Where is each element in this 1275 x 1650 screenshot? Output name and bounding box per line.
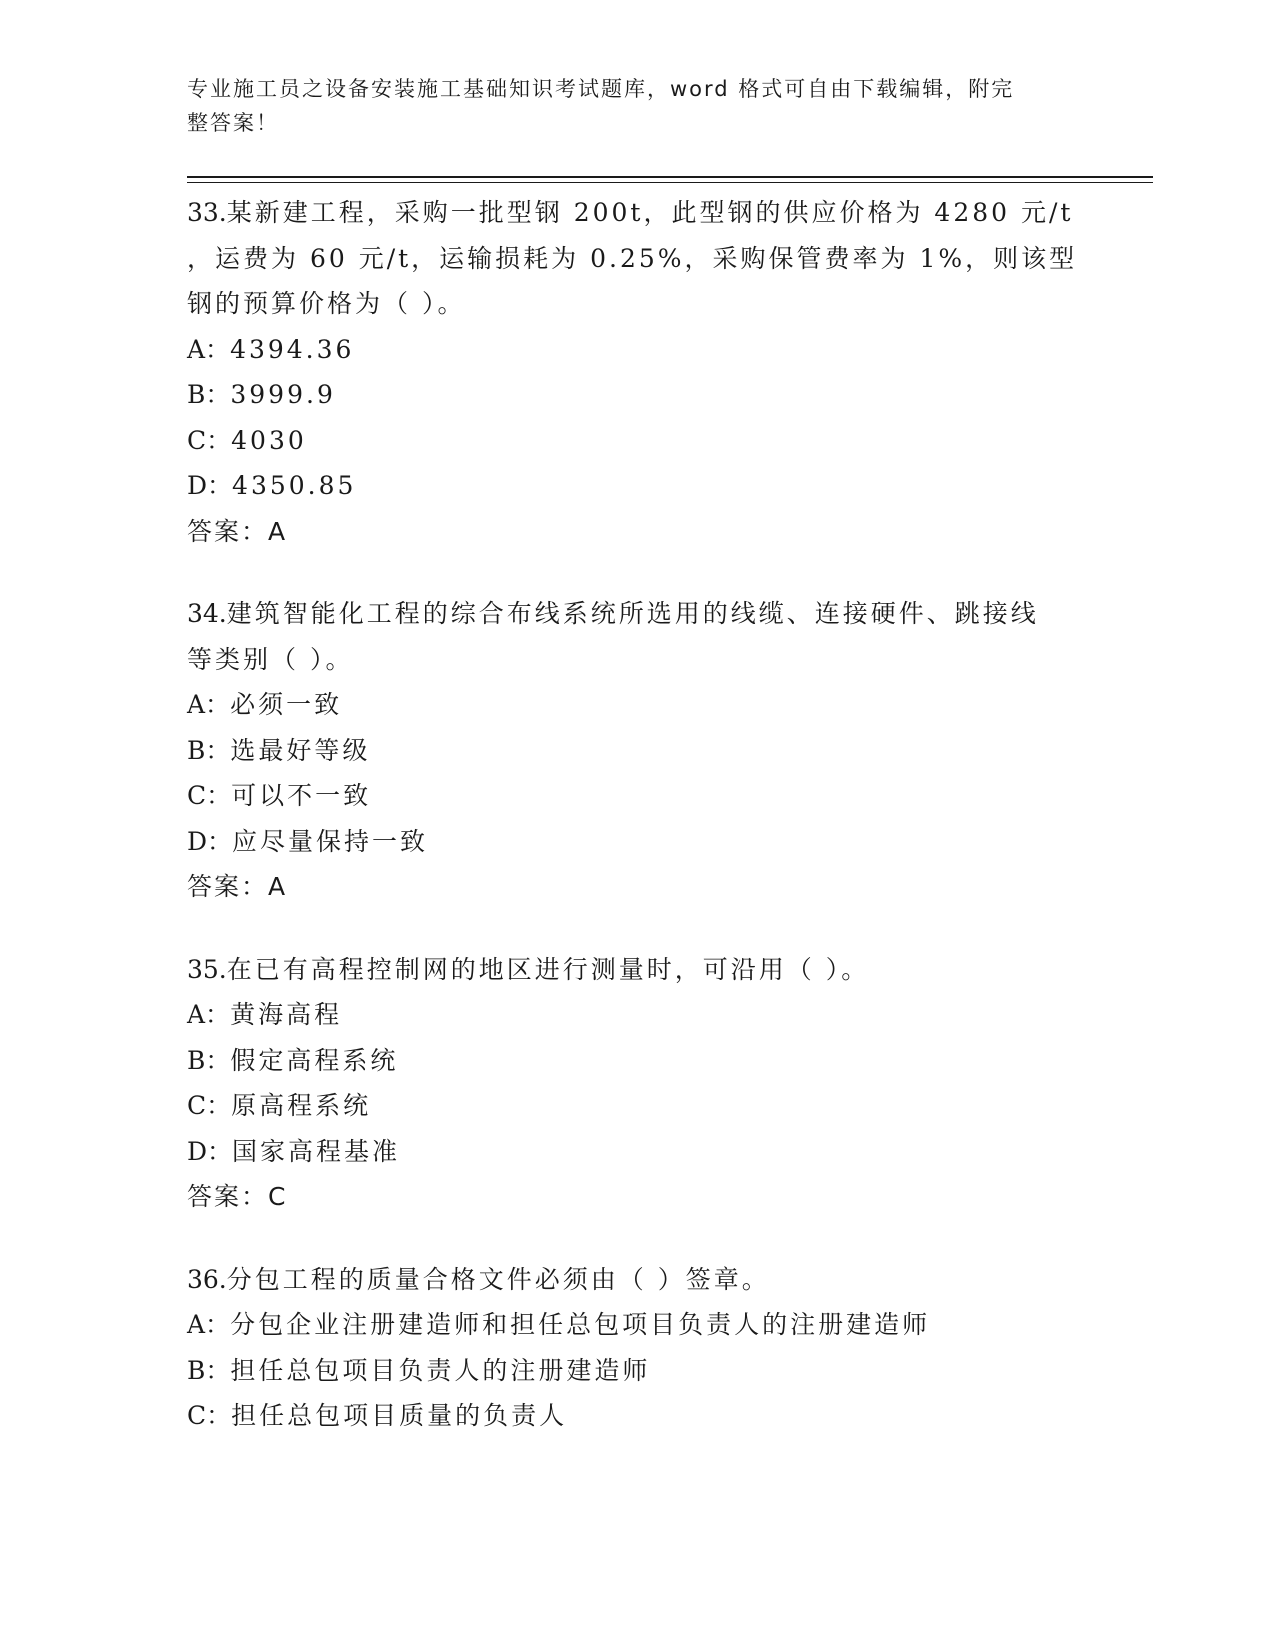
option-text: 4030: [231, 425, 307, 455]
option-letter: C：: [187, 425, 232, 455]
question-stem: [187, 1257, 1087, 1303]
question-33: [187, 190, 1087, 554]
option-b: [187, 728, 1087, 774]
option-letter: A：: [187, 1000, 231, 1029]
header-line-2: 整答案！: [187, 111, 279, 135]
option-text: 担任总包项目质量的负责人: [231, 1401, 568, 1430]
option-text: 分包企业注册建造师和担任总包项目负责人的注册建造师: [230, 1310, 931, 1339]
question-number: 33.: [187, 198, 227, 227]
option-letter: A：: [187, 334, 231, 364]
option-text: 4350.85: [232, 471, 357, 500]
option-text: 黄海高程: [230, 1000, 343, 1029]
question-stem-line: ，运费为 60 元/t，运输损耗为 0.25%，采购保管费率为 1%，则该型: [187, 243, 1078, 273]
answer-line: 答案：C: [187, 1182, 288, 1211]
option-letter: C：: [187, 781, 232, 810]
option-letter: C：: [187, 1401, 232, 1430]
option-letter: C：: [187, 1091, 232, 1120]
option-d: [187, 463, 1087, 509]
option-a: [187, 1302, 1087, 1348]
question-36: [187, 1257, 1087, 1439]
option-letter: B：: [187, 1355, 231, 1385]
option-text: 4394.36: [230, 334, 355, 364]
option-text: 原高程系统: [231, 1091, 372, 1120]
question-stem-line: 等类别（ ）。: [187, 644, 354, 674]
option-c: [187, 1393, 1087, 1439]
question-stem-line: 33.某新建工程，采购一批型钢 200t，此型钢的供应价格为 4280 元/t: [187, 198, 1074, 227]
question-number: 35.: [187, 954, 227, 984]
option-text: 可以不一致: [231, 781, 372, 810]
question-number: 36.: [187, 1264, 227, 1294]
answer-line: 答案：A: [187, 872, 288, 901]
question-stem-line: 34.建筑智能化工程的综合布线系统所选用的线缆、连接硬件、跳接线: [187, 599, 1039, 628]
option-letter: B：: [187, 1045, 231, 1075]
option-text: 3999.9: [230, 380, 336, 409]
option-text: 假定高程系统: [230, 1045, 399, 1075]
answer-line: 答案：A: [187, 516, 288, 546]
option-letter: D：: [187, 826, 233, 856]
question-stem: [187, 591, 1087, 682]
header-line-1: 专业施工员之设备安装施工基础知识考试题库，word 格式可自由下载编辑，附完: [187, 77, 1015, 101]
option-c: [187, 773, 1087, 819]
option-d: [187, 819, 1087, 865]
option-letter: A：: [187, 1310, 231, 1339]
option-b: [187, 1348, 1087, 1394]
option-a: [187, 992, 1087, 1038]
question-stem: [187, 947, 1087, 993]
question-stem-line: 35.在已有高程控制网的地区进行测量时，可沿用（ ）。: [187, 954, 870, 984]
question-stem: [187, 190, 1087, 327]
option-c: [187, 1083, 1087, 1129]
option-b: [187, 372, 1087, 418]
question-stem-line: 36.分包工程的质量合格文件必须由（ ）签章。: [187, 1264, 770, 1294]
option-text: 国家高程基准: [232, 1136, 401, 1166]
question-34: [187, 591, 1087, 910]
option-text: 应尽量保持一致: [232, 826, 429, 856]
option-text: 选最好等级: [230, 735, 371, 765]
option-b: [187, 1038, 1087, 1084]
option-a: [187, 682, 1087, 728]
option-d: [187, 1129, 1087, 1175]
option-letter: A：: [187, 690, 231, 719]
question-number: 34.: [187, 599, 227, 628]
option-text: 担任总包项目负责人的注册建造师: [230, 1355, 651, 1385]
option-letter: D：: [187, 1136, 233, 1166]
question-stem-line: 钢的预算价格为（ ）。: [187, 289, 466, 318]
header-divider-thick: [187, 176, 1153, 178]
option-letter: B：: [187, 380, 231, 409]
question-35: [187, 947, 1087, 1220]
question-list: [187, 190, 1087, 1476]
document-header: [187, 72, 1067, 140]
option-text: 必须一致: [230, 690, 343, 719]
option-a: [187, 327, 1087, 373]
header-divider-thin: [187, 182, 1153, 183]
option-letter: D：: [187, 471, 233, 500]
option-c: [187, 418, 1087, 464]
option-letter: B：: [187, 735, 231, 765]
